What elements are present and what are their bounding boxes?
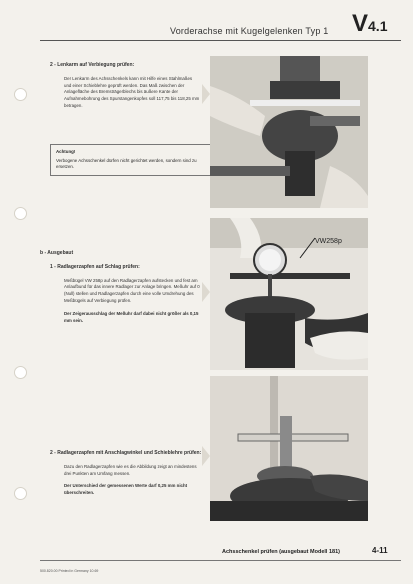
punch-hole [14,366,27,379]
section-b-text [40,250,205,324]
pointer-arrow [202,446,210,466]
section-2-body: Der Lenkarm des Achsschenkels kann mit Hilfe eines Stahlmaßes und einer Schieblehre geprüft werden. Das Maß zwischen der Anlagefläche des Bremsträgerblechs bis äußere Kante der Aufnahmebohrung des Spurstangenkopfes soll 117,75 bis 118,25 mm betragen. [64,75,200,109]
item-2-bold-note: Der Unterschied der gemessenen Werte darf 0,25 mm nicht überschreiten. [64,483,188,496]
punch-hole [14,88,27,101]
footer-title: Achsschenkel prüfen (ausgebaut Modell 181) [222,549,340,555]
section-2-heading: 2 - Lenkarm auf Verbiegung prüfen: [50,62,135,68]
photo-steering-arm-check [210,56,368,208]
section-b-heading: b - Ausgebaut [40,250,74,256]
header-rule [40,40,401,41]
warning-body: Verbogene Achsschenkel dürfen nicht gerichtet werden, sondern sind zu ersetzen. [56,157,197,170]
warning-box [50,144,212,176]
print-info: 500.820.00 Printed in Germany 10.69 [40,569,99,573]
footer-rule [40,560,401,561]
item-1-heading: 1 - Radlagerzapfen auf Schlag prüfen: [50,263,140,270]
punch-hole [14,207,27,220]
page-number: 4-11 [372,546,388,555]
item-2-body: Dazu den Radlagerzapfen wie es die Abbildung zeigt an mindestens drei Punkten am Umfang messen. [64,463,197,476]
section-code [352,10,387,38]
photo-caliper-check [210,376,368,521]
photo-dial-gauge [210,218,368,370]
tool-label: VW258p [315,238,342,245]
section-code-sub: 4.1 [368,18,388,34]
section-code-main: V [352,10,369,37]
pointer-arrow [202,84,210,104]
section-3-text [40,450,205,497]
warning-title: Achtung! [56,149,76,154]
photo-dial-gauge-illustration [210,218,368,370]
pointer-arrow [202,282,210,302]
photo-caliper-illustration [210,376,368,521]
section-2-text [50,62,200,110]
item-1-body: Meßbügel VW 258p auf den Radlagerzapfen aufstecken und fest am Anlaufbund für das innere Radlager zur Anlage bringen. Meßuhr auf 0 (Null) stellen und Radlagerzapfen durch eine volle Umdrehung des Meßbügels auf Verbiegung prüfen. [64,277,200,303]
punch-hole [14,487,27,500]
item-1-bold-note: Der Zeigerausschlag der Meßuhr darf dabei nicht größer als 0,15 mm sein. [64,310,199,323]
photo-steering-arm-illustration [210,56,368,208]
page-header-title: Vorderachse mit Kugelgelenken Typ 1 [170,26,329,36]
item-2-heading: 2 - Radlagerzapfen mit Anschlagwinkel und Schieblehre prüfen: [50,450,202,456]
